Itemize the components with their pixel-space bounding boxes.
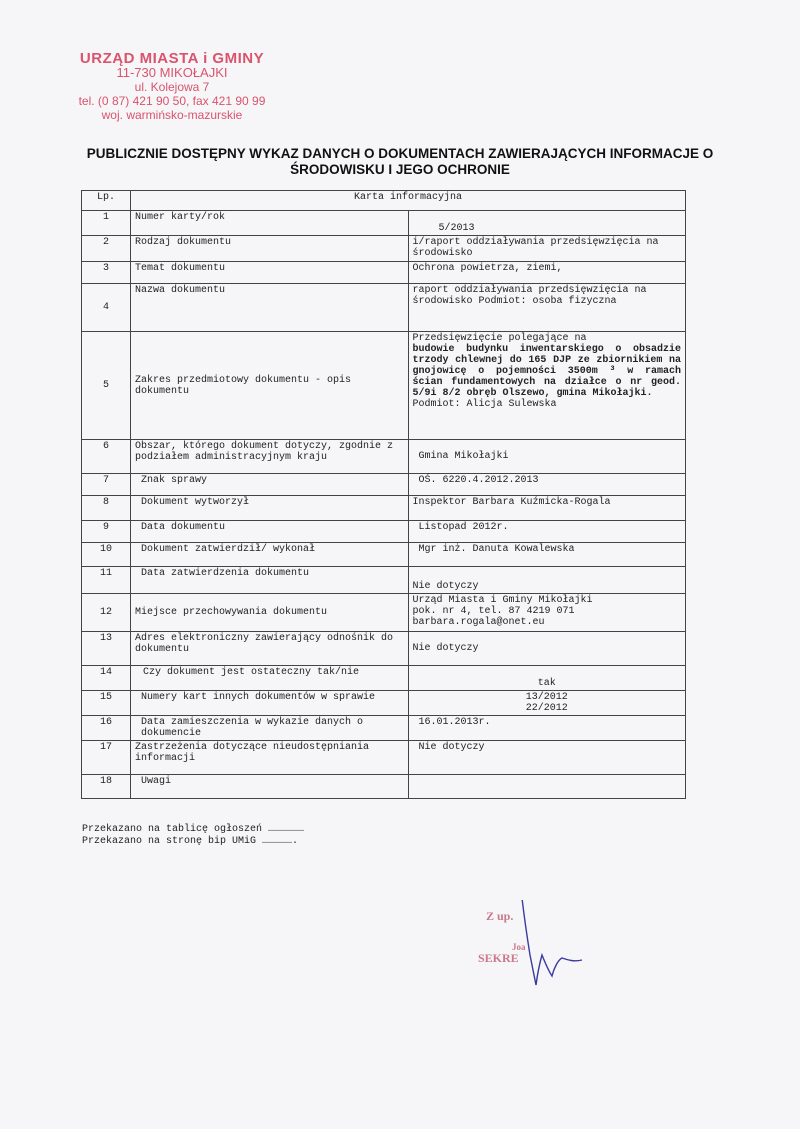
row-number: 6 — [82, 440, 131, 474]
row-number: 15 — [82, 691, 131, 716]
row-label: Znak sprawy — [131, 474, 409, 496]
info-card-table — [81, 190, 686, 799]
table-row — [82, 332, 686, 440]
row-label: Uwagi — [131, 775, 409, 799]
row-label: Numery kart innych dokumentów w sprawie — [131, 691, 409, 716]
row-value: Inspektor Barbara Kuźmicka-Rogala — [408, 496, 686, 521]
row-number: 9 — [82, 521, 131, 543]
note-bip-page: Przekazano na stronę bip UMiG ……………. — [82, 836, 299, 847]
row-value: tak — [408, 666, 686, 691]
row-value: Nie dotyczy — [408, 741, 686, 775]
row-value — [408, 594, 686, 632]
svg-text:SEKRE: SEKRE — [478, 951, 519, 965]
note-notice-board: Przekazano na tablicę ogłoszeń ……………… — [82, 824, 305, 835]
row-value: 16.01.2013r. — [408, 716, 686, 741]
row-number: 4 — [82, 284, 131, 332]
row-label: Rodzaj dokumentu — [131, 236, 409, 262]
signature-stamp — [478, 900, 658, 1010]
row-label: Adres elektroniczny zawierający odnośnik do dokumentu — [131, 632, 409, 666]
table-row — [82, 775, 686, 799]
title-line-2: ŚRODOWISKU I JEGO OCHRONIE — [290, 162, 510, 177]
row-number: 7 — [82, 474, 131, 496]
row-value: i/raport oddziaływania przedsięwzięcia na środowisko — [408, 236, 686, 262]
row-label: Miejsce przechowywania dokumentu — [131, 594, 409, 632]
row-value: Gmina Mikołajki — [408, 440, 686, 474]
svg-text:Z up.: Z up. — [486, 909, 514, 923]
row-number: 17 — [82, 741, 131, 775]
table-row — [82, 567, 686, 594]
table-row — [82, 474, 686, 496]
row-label: Czy dokument jest ostateczny tak/nie — [131, 666, 409, 691]
row-value: Listopad 2012r. — [408, 521, 686, 543]
row-label: Data dokumentu — [131, 521, 409, 543]
table-row — [82, 632, 686, 666]
row-label: Data zatwierdzenia dokumentu — [131, 567, 409, 594]
row-number: 2 — [82, 236, 131, 262]
row-number: 1 — [82, 211, 131, 236]
table-row — [82, 716, 686, 741]
document-title — [70, 146, 730, 178]
stamp-line-5: woj. warmińsko-mazurskie — [101, 108, 243, 122]
table-row — [82, 543, 686, 567]
row-number: 10 — [82, 543, 131, 567]
row-label: Obszar, którego dokument dotyczy, zgodnie z podziałem administracyjnym kraju — [131, 440, 409, 474]
office-stamp — [62, 52, 282, 122]
row-number: 11 — [82, 567, 131, 594]
table-row — [82, 691, 686, 716]
row-label: Zastrzeżenia dotyczące nieudostępniania informacji — [131, 741, 409, 775]
description-body: budowie budynku inwentarskiego o obsadzie trzody chlewnej do 165 DJP ze zbiornikiem na gnojowicę o pojemności 3500m ³ w ramach ścian fundamentowych na działce o nr geod. 5/9i 8/2 obręb Olszewo, gmina Mikołajki. — [412, 344, 681, 399]
row-number: 13 — [82, 632, 131, 666]
stamp-line-1: URZĄD MIASTA i GMINY — [79, 50, 265, 67]
row-number: 18 — [82, 775, 131, 799]
header-card: Karta informacyjna — [131, 191, 686, 211]
row-value: Nie dotyczy — [408, 632, 686, 666]
transfer-notes — [82, 824, 304, 848]
stamp-line-2: 11-730 MIKOŁAJKI — [116, 65, 228, 80]
table-row — [82, 496, 686, 521]
row-label: Nazwa dokumentu — [131, 284, 409, 332]
title-line-1: PUBLICZNIE DOSTĘPNY WYKAZ DANYCH O DOKUMENTACH ZAWIERAJĄCYCH INFORMACJE O — [86, 146, 714, 161]
storage-email: barbara.rogala@onet.eu — [412, 617, 545, 628]
related-card-1: 13/2012 — [525, 692, 568, 703]
row-number: 14 — [82, 666, 131, 691]
table-row — [82, 741, 686, 775]
row-number: 8 — [82, 496, 131, 521]
description-subject: Podmiot: Alicja Sulewska — [412, 399, 557, 410]
table-header-row — [82, 191, 686, 211]
row-value: Mgr inż. Danuta Kowalewska — [408, 543, 686, 567]
row-number: 3 — [82, 262, 131, 284]
row-value: Nie dotyczy — [408, 567, 686, 594]
row-value: Ochrona powietrza, ziemi, — [408, 262, 686, 284]
svg-text:Joa: Joa — [512, 942, 526, 952]
stamp-line-4: tel. (0 87) 421 90 50, fax 421 90 99 — [78, 94, 266, 108]
signature-scribble — [520, 900, 582, 985]
row-label: Temat dokumentu — [131, 262, 409, 284]
row-number: 12 — [82, 594, 131, 632]
table-row — [82, 284, 686, 332]
row-value: OŚ. 6220.4.2012.2013 — [408, 474, 686, 496]
row-label: Numer karty/rok — [131, 211, 409, 236]
row-label: Data zamieszczenia w wykazie danych o dokumencie — [131, 716, 409, 741]
row-label: Dokument wytworzył — [131, 496, 409, 521]
table-row — [82, 236, 686, 262]
table-row — [82, 521, 686, 543]
storage-line-2: pok. nr 4, tel. 87 4219 071 — [412, 606, 575, 617]
row-label: Zakres przedmiotowy dokumentu - opis dokumentu — [131, 332, 409, 440]
row-value — [408, 775, 686, 799]
related-card-2: 22/2012 — [525, 703, 568, 714]
row-label: Dokument zatwierdził/ wykonał — [131, 543, 409, 567]
row-number: 16 — [82, 716, 131, 741]
table-row — [82, 211, 686, 236]
table-row — [82, 262, 686, 284]
row-value: raport oddziaływania przedsięwzięcia na środowisko Podmiot: osoba fizyczna — [408, 284, 686, 332]
description-line-1: Przedsięwzięcie polegające na — [412, 333, 587, 344]
row-value: 5/2013 — [408, 211, 686, 236]
stamp-line-3: ul. Kolejowa 7 — [134, 80, 210, 94]
table-row — [82, 594, 686, 632]
header-lp: Lp. — [82, 191, 131, 211]
storage-line-1: Urząd Miasta i Gminy Mikołajki — [412, 595, 593, 606]
row-number: 5 — [82, 332, 131, 440]
table-row — [82, 666, 686, 691]
row-value — [408, 691, 686, 716]
row-value — [408, 332, 686, 440]
table-row — [82, 440, 686, 474]
